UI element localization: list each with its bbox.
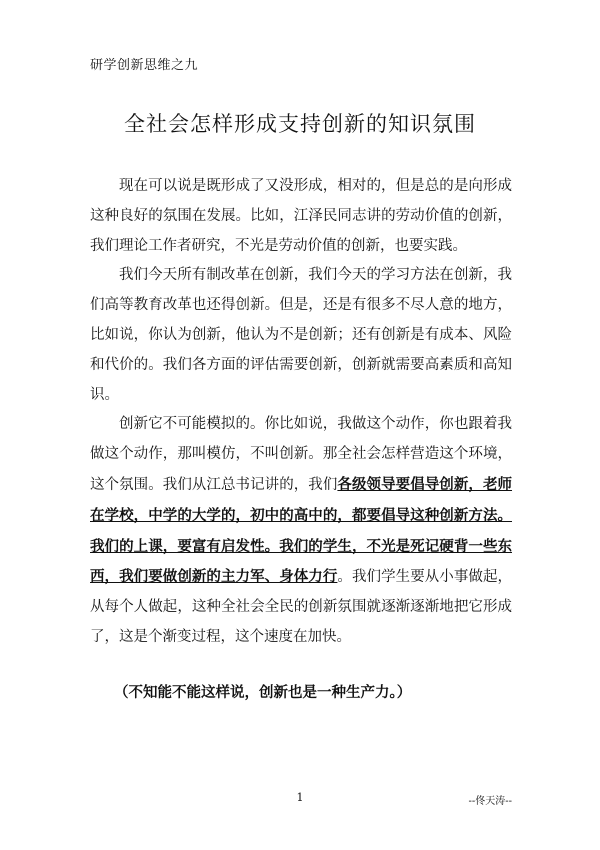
paragraph-1: 现在可以说是既形成了又没形成，相对的，但是总的是向形成这种良好的氛围在发展。比如，江泽民同志讲的劳动价值的创新，我们理论工作者研究，不光是劳动价值的创新，也要实践。: [90, 178, 512, 254]
paragraph-3-lead: 创新它不可能模拟的。你比如说，我做这个动作，你也跟着我做这个动作，那叫模仿，不叫创新。那全社会怎样营造这个环境，这个氛围。我们从江总书记讲的，我们: [90, 416, 512, 493]
closing-note: （不知能不能这样说，创新也是一种生产力。）: [114, 684, 412, 701]
paragraph-3: [90, 410, 512, 652]
paragraph-3-emphasis: 各级领导要倡导创新，老师在学校，中学的大学的，初中的高中的，都要倡导这种创新方法。我们的上课，要富有启发性。我们的学生，不光是死记硬背一些东西，我们要做创新的主力军、身体力行: [90, 475, 513, 586]
page-title: 全社会怎样形成支持创新的知识氛围: [124, 112, 476, 136]
paragraph-2: 我们今天所有制改革在创新，我们今天的学习方法在创新，我们高等教育改革也还得创新。但是，还是有很多不尽人意的地方，比如说，你认为创新，他认为不是创新；还有创新是有成本、风险和代价的。我们各方面的评估需要创新，创新就需要高素质和高知识。: [90, 267, 512, 403]
paragraph-3-tail: 。我们学生要从小事做起，从每个人做起，这种全社会全民的创新氛围就逐渐逐渐地把它形成了，这是个渐变过程，这个速度在加快。: [90, 569, 513, 645]
article-body: [90, 172, 512, 653]
page-number: 1: [296, 791, 304, 804]
author-signature: --佟天涛--: [468, 796, 512, 807]
series-header: 研学创新思维之九: [90, 58, 199, 73]
